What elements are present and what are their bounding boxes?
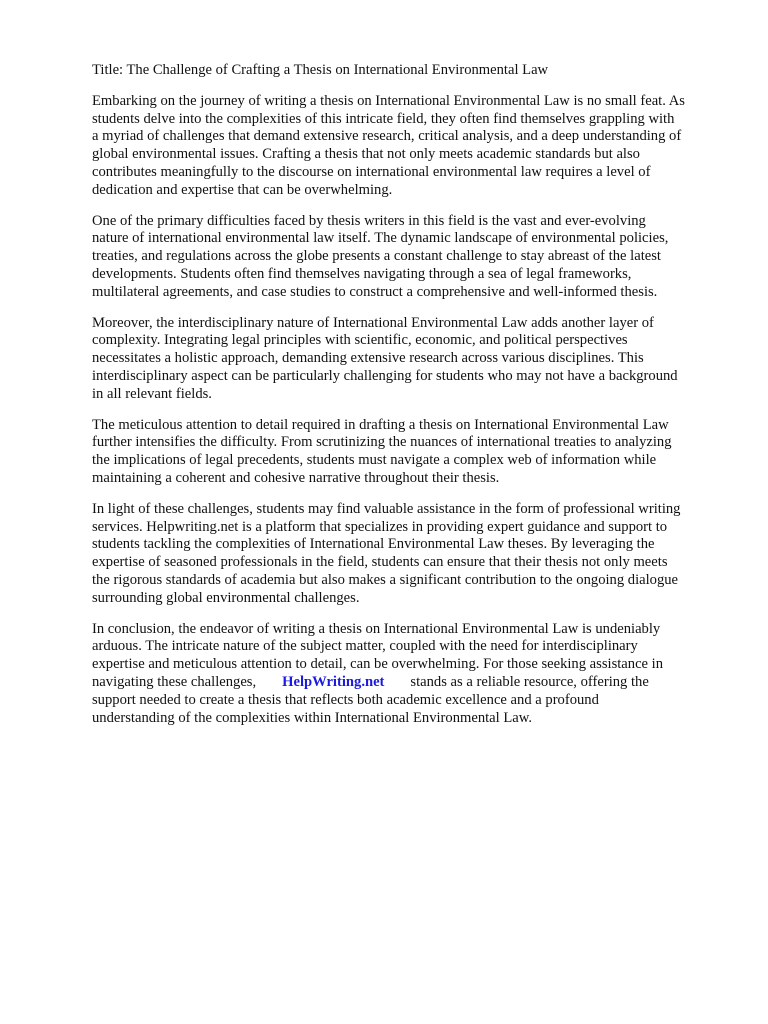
paragraph-line: complexity. Integrating legal principles with scientific, economic, and political perspectives — [92, 332, 628, 349]
paragraph-line: treaties, and regulations across the globe presents a constant challenge to stay abreast of the latest — [92, 248, 661, 265]
paragraph-line: necessitates a holistic approach, demanding extensive research across various disciplines. This — [92, 350, 644, 367]
paragraph-line: One of the primary difficulties faced by thesis writers in this field is the vast and ever-evolving — [92, 212, 646, 229]
paragraph-line: support needed to create a thesis that reflects both academic excellence and a profound — [92, 691, 599, 708]
paragraph-intro — [92, 93, 732, 200]
link-line-suffix: stands as a reliable resource, offering the — [410, 673, 649, 690]
paragraph-line: students delve into the complexities of this intricate field, they often find themselves grappling with — [92, 110, 675, 127]
paragraph-line: interdisciplinary aspect can be particularly challenging for students who may not have a background — [92, 367, 678, 384]
paragraph-line: Moreover, the interdisciplinary nature of International Environmental Law adds another layer of — [92, 314, 654, 331]
paragraph-line: dedication and expertise that can be overwhelming. — [92, 181, 393, 198]
paragraph-conclusion — [92, 621, 732, 728]
paragraph-line: services. Helpwriting.net is a platform that specializes in providing expert guidance and support to — [92, 518, 668, 535]
paragraph-line: a myriad of challenges that demand extensive research, critical analysis, and a deep understanding of — [92, 128, 682, 145]
paragraph-line: Embarking on the journey of writing a thesis on International Environmental Law is no small feat. As — [92, 92, 685, 109]
paragraph-line: contributes meaningfully to the discourse on international environmental law requires a level of — [92, 163, 651, 180]
paragraph-line: maintaining a coherent and cohesive narrative throughout their thesis. — [92, 469, 500, 486]
document-title: Title: The Challenge of Crafting a Thesis on International Environmental Law — [92, 62, 549, 78]
paragraph-line: in all relevant fields. — [92, 385, 212, 402]
link-line-prefix: navigating these challenges, — [92, 673, 257, 690]
paragraph-interdisciplinary — [92, 315, 732, 404]
paragraph-line: nature of international environmental law itself. The dynamic landscape of environmental policies, — [92, 230, 669, 247]
paragraph-line: developments. Students often find themselves navigating through a sea of legal frameworks, — [92, 265, 632, 282]
paragraph-line: surrounding global environmental challenges. — [92, 589, 360, 606]
paragraph-detail — [92, 417, 732, 488]
paragraph-line: expertise of seasoned professionals in the field, students can ensure that their thesis not only meets — [92, 554, 668, 571]
document-body — [92, 62, 732, 740]
paragraph-line: multilateral agreements, and case studies to construct a comprehensive and well-informed thesis. — [92, 283, 658, 300]
paragraph-assistance — [92, 501, 732, 608]
paragraph-line: the implications of legal precedents, students must navigate a complex web of information while — [92, 452, 657, 469]
paragraph-line: In light of these challenges, students may find valuable assistance in the form of professional writing — [92, 500, 681, 517]
paragraph-line: expertise and meticulous attention to detail, can be overwhelming. For those seeking assistance in — [92, 656, 664, 673]
paragraph-line: In conclusion, the endeavor of writing a thesis on International Environmental Law is undeniably — [92, 620, 661, 637]
paragraph-line: further intensifies the difficulty. From scrutinizing the nuances of international treaties to analyzing — [92, 434, 672, 451]
paragraph-line: students tackling the complexities of International Environmental Law theses. By leveraging the — [92, 536, 655, 553]
paragraph-line: the rigorous standards of academia but also makes a significant contribution to the ongoing dialogue — [92, 571, 679, 588]
paragraph-line: global environmental issues. Crafting a thesis that not only meets academic standards but also — [92, 146, 640, 163]
helpwriting-link[interactable]: HelpWriting.net — [282, 673, 385, 690]
paragraph-difficulties — [92, 213, 732, 302]
paragraph-line: arduous. The intricate nature of the subject matter, coupled with the need for interdisciplinary — [92, 638, 638, 655]
paragraph-line-with-link — [92, 674, 732, 692]
paragraph-line: The meticulous attention to detail required in drafting a thesis on International Environmental Law — [92, 416, 669, 433]
paragraph-line: understanding of the complexities within International Environmental Law. — [92, 709, 532, 726]
